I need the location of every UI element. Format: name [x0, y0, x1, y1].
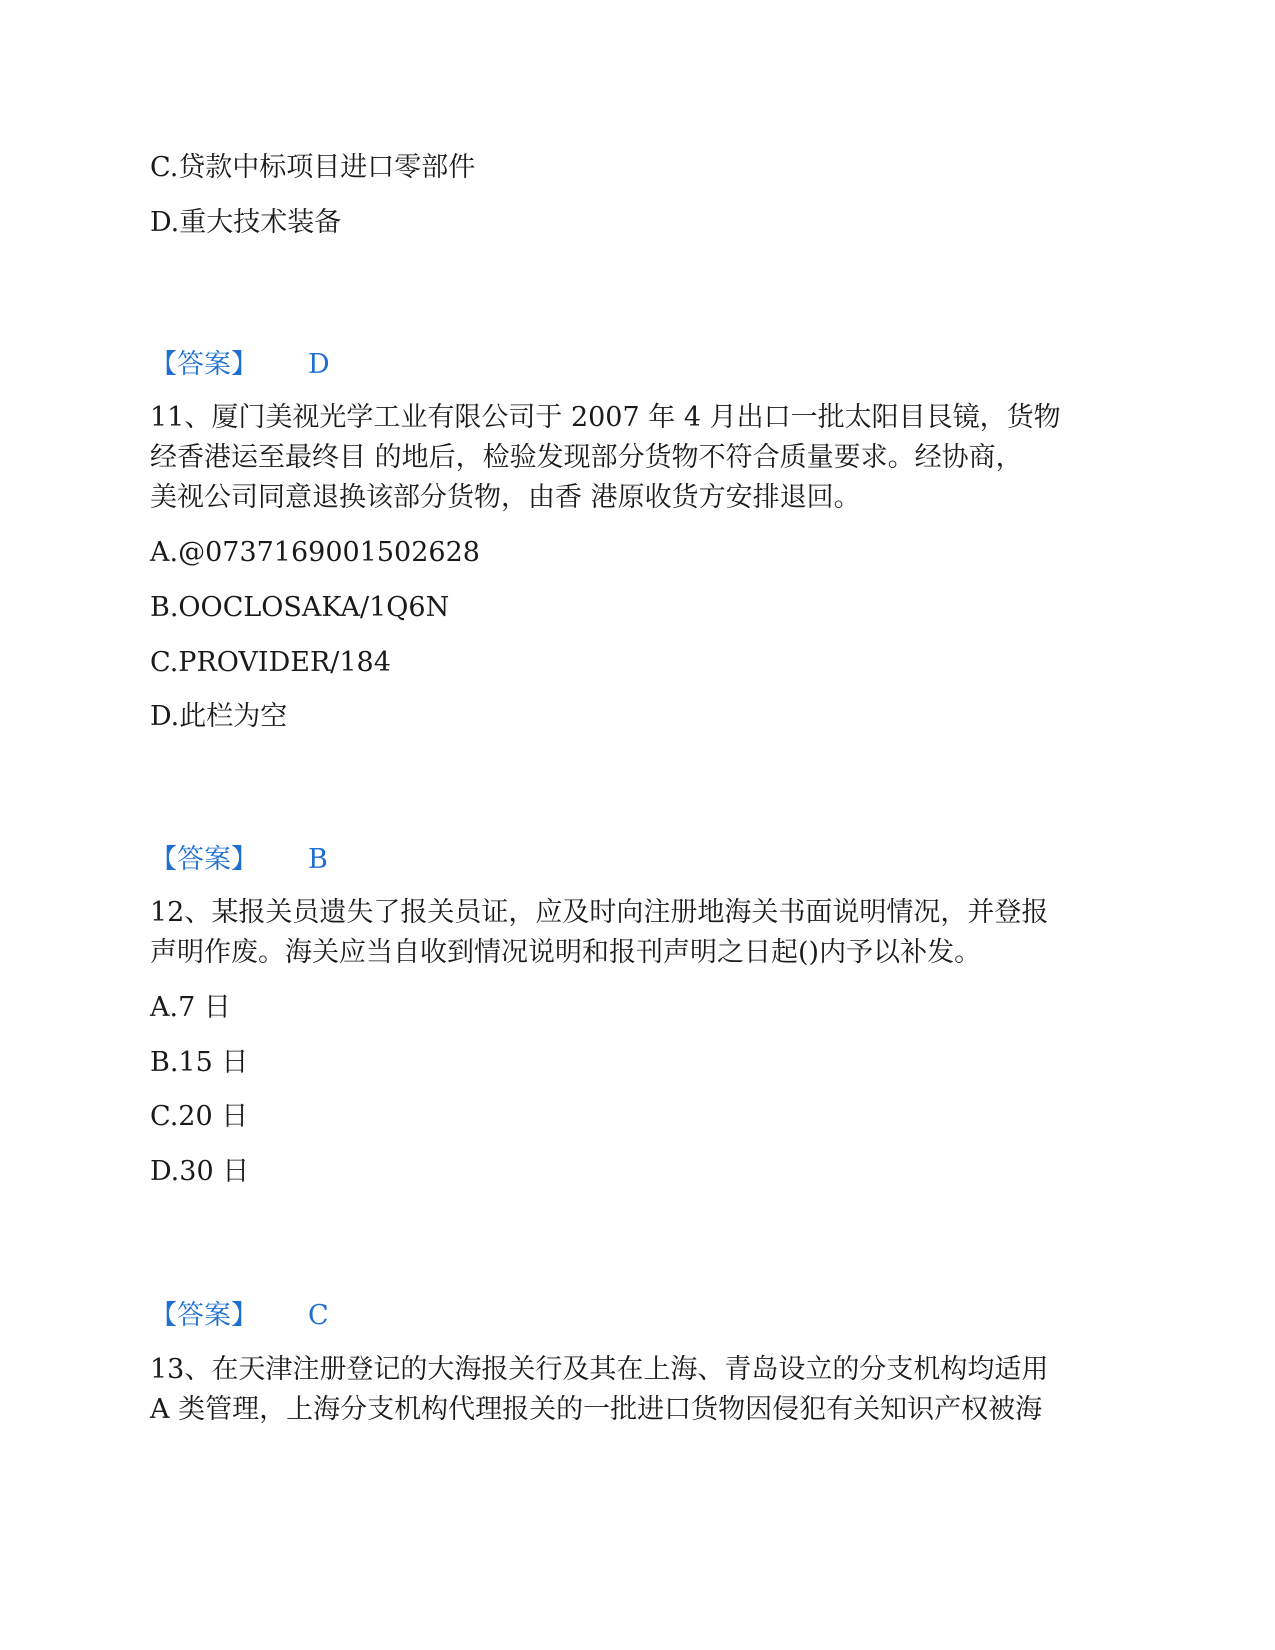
- question-12-option-d: D.30 日: [150, 1156, 250, 1187]
- answer-value: B: [308, 844, 328, 875]
- question-11-option-a: A.@0737169001502628: [150, 537, 480, 568]
- question-11-option-c: C.PROVIDER/184: [150, 647, 391, 678]
- question-12-line-2: 声明作废。海关应当自收到情况说明和报刊声明之日起()内予以补发。: [150, 937, 982, 968]
- question-11-line-3: 美视公司同意退换该部分货物，由香 港原收货方安排退回。: [150, 482, 861, 513]
- question-12-option-c: C.20 日: [150, 1101, 249, 1132]
- question-12-option-a: A.7 日: [150, 992, 231, 1023]
- option-d: D.重大技术装备: [150, 207, 342, 238]
- answer-row: [150, 840, 328, 880]
- question-11-line-1: 11、厦门美视光学工业有限公司于 2007 年 4 月出口一批太阳目艮镜，货物: [150, 402, 1061, 433]
- question-11-option-d: D.此栏为空: [150, 701, 288, 732]
- question-13-line-1: 13、在天津注册登记的大海报关行及其在上海、青岛设立的分支机构均适用: [150, 1354, 1049, 1385]
- question-12-line-1: 12、某报关员遗失了报关员证，应及时向注册地海关书面说明情况，并登报: [150, 897, 1049, 928]
- answer-row: [150, 345, 330, 385]
- option-c: C.贷款中标项目进口零部件: [150, 152, 476, 183]
- answer-label: 【答案】: [150, 844, 258, 875]
- answer-label: 【答案】: [150, 349, 258, 380]
- question-12-option-b: B.15 日: [150, 1047, 249, 1078]
- question-11-option-b: B.OOCLOSAKA/1Q6N: [150, 592, 450, 623]
- answer-value: C: [308, 1300, 329, 1331]
- answer-value: D: [308, 349, 330, 380]
- question-11-line-2: 经香港运至最终目 的地后，检验发现部分货物不符合质量要求。经协商，: [150, 442, 1023, 473]
- answer-row: [150, 1296, 329, 1336]
- answer-label: 【答案】: [150, 1300, 258, 1331]
- question-13-line-2: A 类管理，上海分支机构代理报关的一批进口货物因侵犯有关知识产权被海: [150, 1394, 1043, 1425]
